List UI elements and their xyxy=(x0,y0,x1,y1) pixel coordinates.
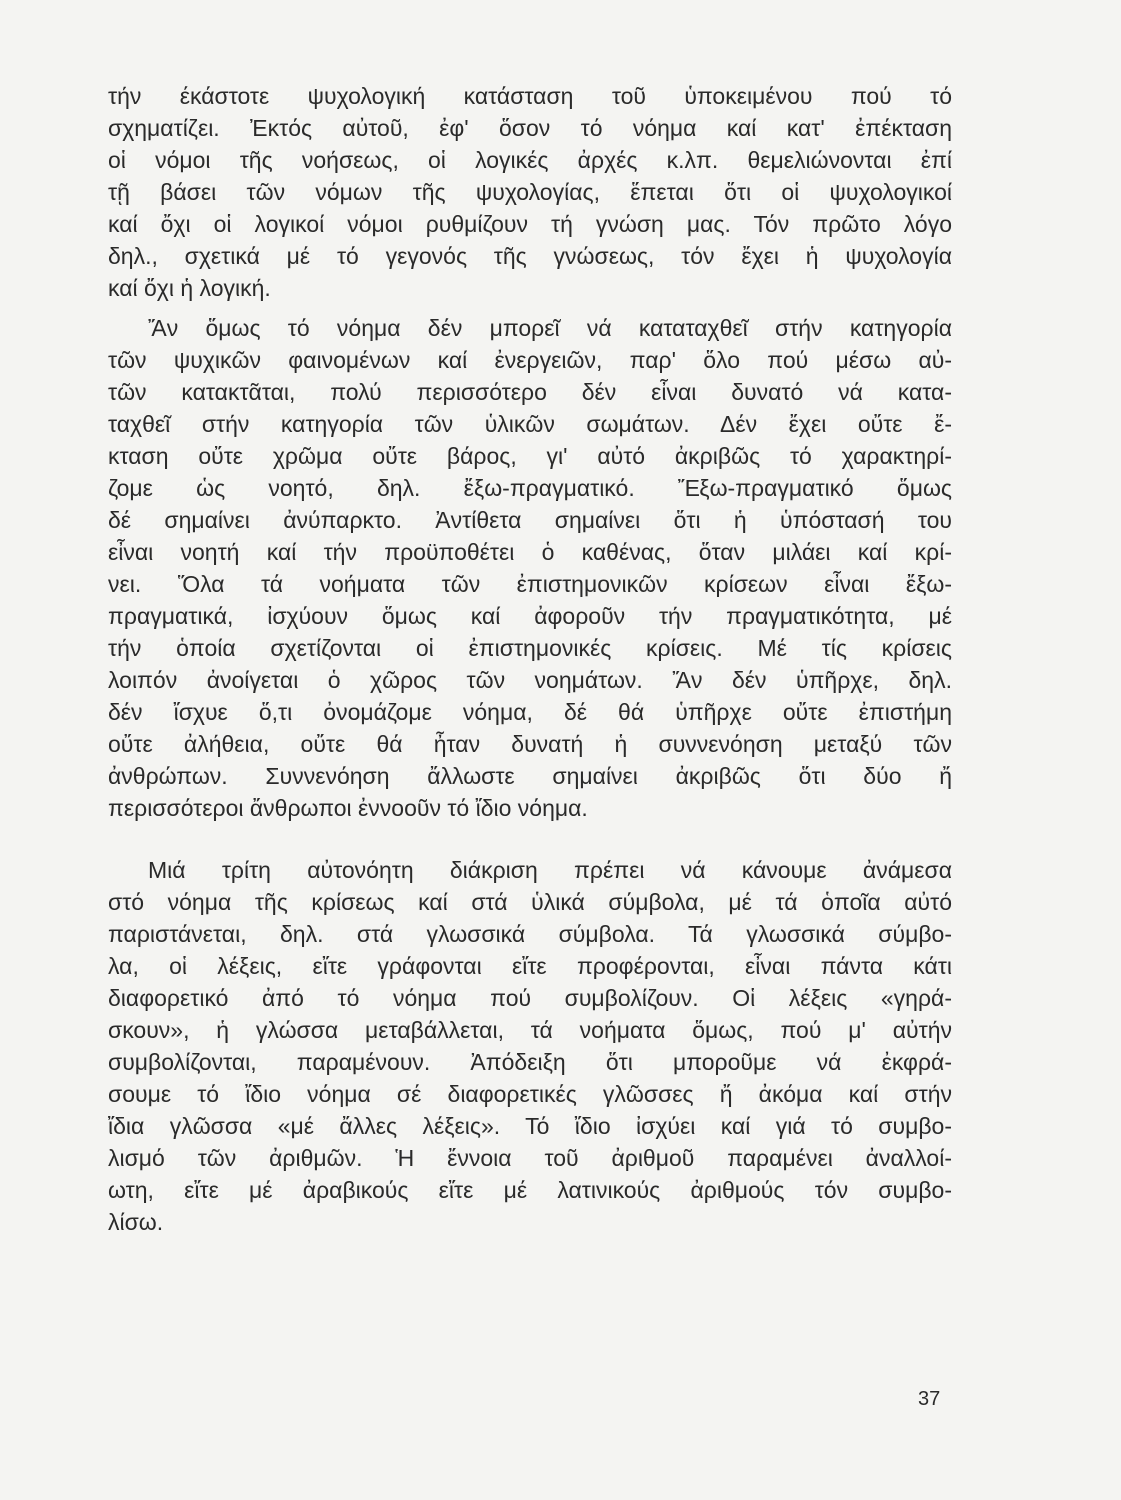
text-line: πραγματικά, ἰσχύουν ὅμως καί ἀφοροῦν τήν πραγματικότητα, μέ xyxy=(108,603,952,629)
text-line: λα, οἱ λέξεις, εἴτε γράφονται εἴτε προφέρονται, εἶναι πάντα κάτι xyxy=(108,953,952,979)
paragraph-1 xyxy=(108,80,952,304)
text-line: κταση οὔτε χρῶμα οὔτε βάρος, γι' αὐτό ἀκριβῶς τό χαρακτηρί- xyxy=(108,443,952,469)
paragraph-3 xyxy=(108,854,952,1238)
text-line: δέν ἴσχυε ὅ,τι ὀνομάζομε νόημα, δέ θά ὑπῆρχε οὔτε ἐπιστήμη xyxy=(108,699,952,725)
text-line: περισσότεροι ἄνθρωποι ἐννοοῦν τό ἴδιο νόημα. xyxy=(108,795,588,821)
text-line: σουμε τό ἴδιο νόημα σέ διαφορετικές γλῶσσες ἤ ἀκόμα καί στήν xyxy=(108,1081,952,1107)
text-line: ζομε ὡς νοητό, δηλ. ἔξω-πραγματικό. Ἔξω-πραγματικό ὅμως xyxy=(108,475,952,501)
paragraph-2 xyxy=(108,312,952,824)
text-line: οὔτε ἀλήθεια, οὔτε θά ἦταν δυνατή ἡ συννενόηση μεταξύ τῶν xyxy=(108,731,952,757)
text-line: καί ὄχι οἱ λογικοί νόμοι ρυθμίζουν τή γνώση μας. Τόν πρῶτο λόγο xyxy=(108,211,952,237)
text-line: παριστάνεται, δηλ. στά γλωσσικά σύμβολα. Τά γλωσσικά σύμβο- xyxy=(108,921,952,947)
text-line: διαφορετικό ἀπό τό νόημα πού συμβολίζουν. Οἱ λέξεις «γηρά- xyxy=(108,985,952,1011)
text-line: εἶναι νοητή καί τήν προϋποθέτει ὁ καθένας, ὅταν μιλάει καί κρί- xyxy=(108,539,952,565)
text-line: οἱ νόμοι τῆς νοήσεως, οἱ λογικές ἀρχές κ.λπ. θεμελιώνονται ἐπί xyxy=(108,147,952,173)
text-line: νει. Ὅλα τά νοήματα τῶν ἐπιστημονικῶν κρίσεων εἶναι ἔξω- xyxy=(108,571,952,597)
text-line: σχηματίζει. Ἐκτός αὐτοῦ, ἐφ' ὅσον τό νόημα καί κατ' ἐπέκταση xyxy=(108,115,952,141)
text-line: ἀνθρώπων. Συννενόηση ἄλλωστε σημαίνει ἀκριβῶς ὅτι δύο ἤ xyxy=(108,763,952,789)
text-line: τῶν ψυχικῶν φαινομένων καί ἐνεργειῶν, παρ' ὅλο πού μέσω αὐ- xyxy=(108,347,952,373)
text-line: τῶν κατακτᾶται, πολύ περισσότερο δέν εἶναι δυνατό νά κατα- xyxy=(108,379,952,405)
text-line: Μιά τρίτη αὐτονόητη διάκριση πρέπει νά κάνουμε ἀνάμεσα xyxy=(148,857,952,883)
text-line: ταχθεῖ στήν κατηγορία τῶν ὑλικῶν σωμάτων. Δέν ἔχει οὔτε ἔ- xyxy=(108,411,952,437)
text-line: στό νόημα τῆς κρίσεως καί στά ὑλικά σύμβολα, μέ τά ὁποῖα αὐτό xyxy=(108,889,952,915)
text-line: ἴδια γλῶσσα «μέ ἄλλες λέξεις». Τό ἴδιο ἰσχύει καί γιά τό συμβο- xyxy=(108,1113,952,1139)
text-line: λισμό τῶν ἀριθμῶν. Ἡ ἔννοια τοῦ ἀριθμοῦ παραμένει ἀναλλοί- xyxy=(108,1145,952,1171)
text-line: τῇ βάσει τῶν νόμων τῆς ψυχολογίας, ἕπεται ὅτι οἱ ψυχολογικοί xyxy=(108,179,952,205)
text-line: συμβολίζονται, παραμένουν. Ἀπόδειξη ὅτι μποροῦμε νά ἐκφρά- xyxy=(108,1049,952,1075)
text-line: σκουν», ἡ γλώσσα μεταβάλλεται, τά νοήματα ὅμως, πού μ' αὐτήν xyxy=(108,1017,952,1043)
text-line: ωτη, εἴτε μέ ἀραβικούς εἴτε μέ λατινικούς ἀριθμούς τόν συμβο- xyxy=(108,1177,952,1203)
text-line: λίσω. xyxy=(108,1209,164,1235)
text-line: δηλ., σχετικά μέ τό γεγονός τῆς γνώσεως, τόν ἔχει ἡ ψυχολογία xyxy=(108,243,952,269)
text-line: καί ὄχι ἡ λογική. xyxy=(108,275,271,301)
body-text xyxy=(108,80,952,1238)
page-number: 37 xyxy=(918,1388,941,1410)
text-line: τήν ὁποία σχετίζονται οἱ ἐπιστημονικές κρίσεις. Μέ τίς κρίσεις xyxy=(108,635,952,661)
text-line: Ἄν ὅμως τό νόημα δέν μπορεῖ νά καταταχθεῖ στήν κατηγορία xyxy=(148,315,952,341)
text-line: δέ σημαίνει ἀνύπαρκτο. Ἀντίθετα σημαίνει ὅτι ἡ ὑπόστασή του xyxy=(108,507,952,533)
text-line: λοιπόν ἀνοίγεται ὁ χῶρος τῶν νοημάτων. Ἄν δέν ὑπῆρχε, δηλ. xyxy=(108,667,952,693)
text-line: τήν έκάστοτε ψυχολογική κατάσταση τοῦ ὑποκειμένου πού τό xyxy=(108,83,952,109)
